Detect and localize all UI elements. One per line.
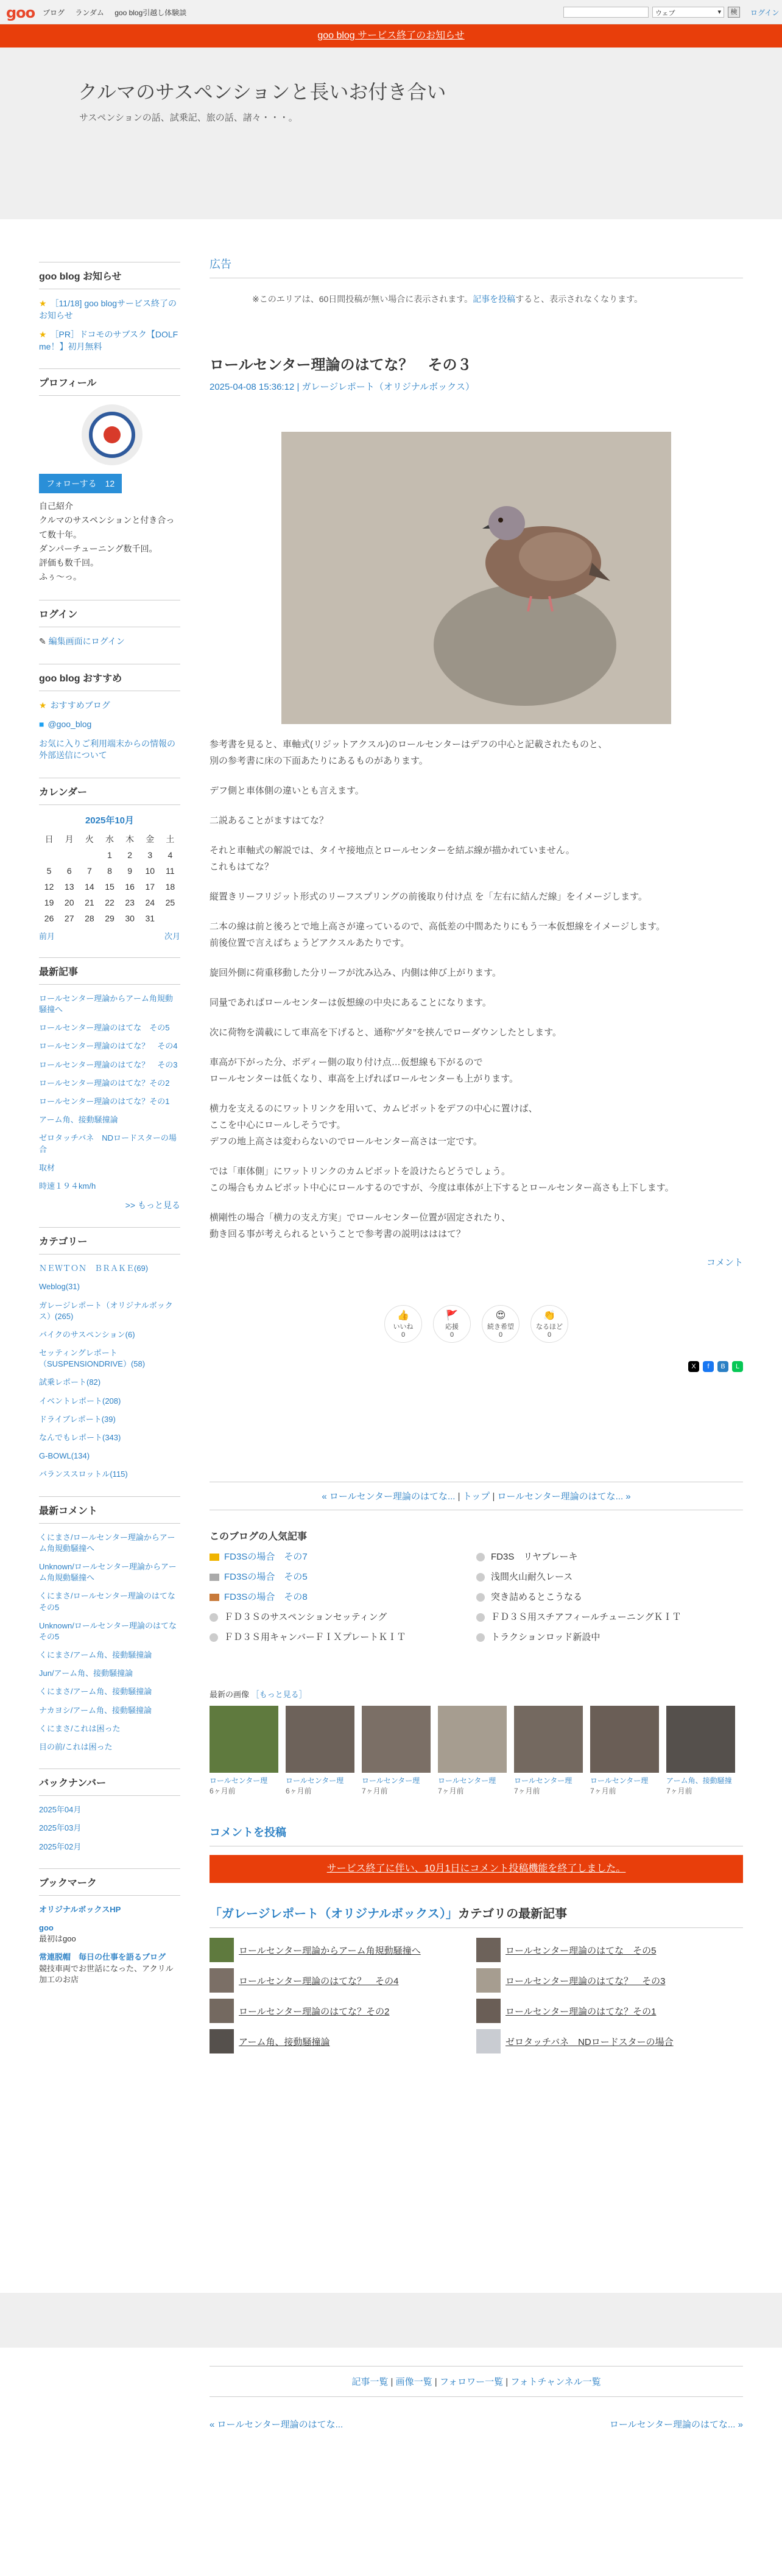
- self-intro-label: 自己紹介: [39, 501, 73, 512]
- category-recent-suffix: カテゴリの最新記事: [457, 1907, 568, 1921]
- category-thumb: [210, 1938, 234, 1962]
- post-date: 2025-04-08 15:36:12: [210, 382, 295, 392]
- category-recent-heading: [210, 1904, 743, 1928]
- service-end-banner: [0, 24, 782, 48]
- blog-description: サスペンションの話、試乗記、旅の話、諸々・・・。: [79, 113, 298, 123]
- cal-head: 日: [44, 834, 54, 844]
- cal-day: 1: [107, 850, 112, 860]
- reaction-label: 応援: [445, 1323, 459, 1331]
- self-intro-line: 評価も数千回。: [39, 557, 99, 568]
- recent-images-heading: [210, 1688, 743, 1700]
- thumb-age: 7ヶ月前: [514, 1787, 540, 1795]
- cal-day: 30: [125, 913, 135, 923]
- clap-icon: 👏: [543, 1311, 555, 1321]
- post-paragraph: 横剛性の場合「横力の支え方実」でロールセンター位置が固定されたり、 動き回る事が考えられるということで参考書の説明はははて？: [210, 1212, 511, 1239]
- news-item[interactable]: [39, 329, 180, 353]
- rank-icon: [210, 1613, 218, 1622]
- category-recent-link[interactable]: ロールセンター理論のはてな？ その3: [505, 1976, 666, 1987]
- ad-heading: 広告: [210, 256, 743, 278]
- post-paragraph: 次に荷物を満載にして車高を下げると、通称“ゲタ”を挟んでローダウンしたとします。: [210, 1027, 562, 1038]
- category-link[interactable]: G-BOWL(134): [39, 1451, 90, 1461]
- recent-post-link[interactable]: 時速１９４km/h: [39, 1181, 96, 1191]
- category-link[interactable]: Weblog(31): [39, 1282, 80, 1292]
- thumb-age: 6ヶ月前: [210, 1787, 236, 1795]
- cal-day: 12: [44, 881, 54, 892]
- cal-day: [160, 910, 180, 926]
- recent-post-link[interactable]: ロールセンター理論のはてな？その1: [39, 1097, 170, 1107]
- comment-link[interactable]: ナカヨシ/アーム角、接動騒撞論: [39, 1705, 152, 1715]
- calendar-month: 2025年10月: [85, 815, 135, 826]
- blog-header: [0, 48, 782, 219]
- thumb-caption[interactable]: ロールセンター理: [590, 1776, 649, 1785]
- category-link[interactable]: ドライブレポート(39): [39, 1414, 116, 1424]
- thumb-age: 7ヶ月前: [438, 1787, 464, 1795]
- category-thumb: [210, 1999, 234, 2023]
- thumb-caption[interactable]: ロールセンター理: [438, 1776, 496, 1785]
- post-article-link[interactable]: 記事を投稿: [473, 294, 516, 304]
- star-icon: ★: [39, 298, 47, 308]
- bookmark-link[interactable]: オリジナルボックスHP: [39, 1904, 121, 1914]
- prev-post-link[interactable]: « ロールセンター理論のはてな...: [322, 1491, 456, 1502]
- flag-icon: 🚩: [446, 1311, 458, 1321]
- post-paragraph: 二本の線は前と後ろとで地上高さが違っているので、高低差の中間あたりにもう一本仮想線をイメージします。 前後位置で言えばちょうどアクスルあたりです。: [210, 921, 666, 948]
- crown-bronze-icon: [210, 1594, 219, 1601]
- reaction-label: いいね: [393, 1323, 414, 1331]
- post-paragraph: それと車軸式の解説では、タイヤ接地点とロールセンターを結ぶ線が描かれていません。 これもはてな？: [210, 845, 575, 872]
- popular-link[interactable]: ＦＤ３Ｓ用キャンバーＦＩＸプレートＫＩＴ: [224, 1632, 406, 1642]
- recent-post-link[interactable]: ゼロタッチバネ NDロードスターの場合: [39, 1133, 177, 1154]
- reaction-label: 続き希望: [487, 1323, 514, 1331]
- category-recent-link[interactable]: ロールセンター理論のはてな？ その4: [239, 1976, 399, 1987]
- follow-count: 12: [105, 479, 115, 489]
- news-heading: goo blog お知らせ: [39, 262, 180, 289]
- comment-link[interactable]: Unknown/ロールセンター理論からアーム角規動騒撞へ: [39, 1561, 177, 1583]
- popular-link[interactable]: 突き詰めるとこうなる: [491, 1592, 583, 1602]
- main-content: [210, 256, 743, 2053]
- popular-link[interactable]: トラクションロッド新設中: [491, 1632, 601, 1642]
- category-link[interactable]: バイクのサスペンション(6): [39, 1329, 135, 1339]
- post-paragraph: 旋回外側に荷重移動した分リーフが沈み込み、内側は伸び上がります。: [210, 968, 501, 978]
- cal-day: 28: [85, 913, 94, 923]
- cal-day: 3: [147, 850, 153, 860]
- cal-day: 22: [105, 897, 114, 907]
- cal-day: 9: [127, 865, 133, 876]
- recommend-heading: goo blog おすすめ: [39, 664, 180, 691]
- cal-day: 13: [64, 881, 74, 892]
- cal-day: 16: [125, 881, 135, 892]
- comment-link[interactable]: 目の前/これは困った: [39, 1742, 113, 1752]
- category-recent-link[interactable]: ゼロタッチバネ NDロードスターの場合: [505, 2036, 674, 2047]
- recent-post-link[interactable]: ロールセンター理論のはてな その5: [39, 1023, 170, 1033]
- rank-icon: [476, 1633, 485, 1642]
- rank-icon: [476, 1593, 485, 1602]
- recent-posts-heading: 最新記事: [39, 957, 180, 985]
- ad-note: [252, 293, 743, 305]
- bookmark-link[interactable]: goo: [39, 1923, 54, 1932]
- cal-head: 月: [65, 834, 74, 844]
- calendar-section: [39, 778, 180, 941]
- category-thumb: [476, 2029, 501, 2053]
- news-item[interactable]: [39, 298, 180, 322]
- category-link[interactable]: ガレージレポート（オリジナルボックス）(265): [39, 1300, 173, 1321]
- calendar-heading: カレンダー: [39, 778, 180, 805]
- cal-day: 29: [105, 913, 114, 923]
- facebook-share-icon[interactable]: f: [703, 1361, 714, 1372]
- recent-post-link[interactable]: ロールセンター理論のはてな？ その3: [39, 1060, 178, 1069]
- reaction-count: 0: [547, 1331, 552, 1339]
- hatena-share-icon[interactable]: B: [717, 1361, 728, 1372]
- follower-list-link[interactable]: フォロワー一覧: [439, 2377, 504, 2387]
- popular-link[interactable]: 浅間火山耐久レース: [491, 1572, 573, 1582]
- cal-head: 土: [166, 834, 175, 844]
- thumb-item[interactable]: [590, 1706, 659, 1796]
- category-recent-link[interactable]: ロールセンター理論からアーム角規動騒撞へ: [239, 1945, 421, 1956]
- rank-icon: [210, 1633, 218, 1642]
- reaction-more[interactable]: [482, 1305, 520, 1343]
- image-list-link[interactable]: 画像一覧: [395, 2377, 432, 2387]
- ad-note-text: すると、表示されなくなります。: [515, 294, 643, 304]
- cal-day: 17: [145, 881, 155, 892]
- top-nav: [43, 7, 195, 18]
- search-scope-select[interactable]: [652, 7, 724, 18]
- comment-link[interactable]: くにまさ/ロールセンター理論からアーム角規動騒撞へ: [39, 1532, 175, 1553]
- post-photo-dove[interactable]: [281, 432, 671, 724]
- backnumber-heading: バックナンバー: [39, 1768, 180, 1796]
- top-nav-random[interactable]: ランダム: [75, 9, 104, 17]
- thumb-age: 7ヶ月前: [362, 1787, 388, 1795]
- search-button[interactable]: 検: [728, 7, 740, 18]
- popular-link[interactable]: FD3Sの場合 その5: [224, 1572, 308, 1582]
- category-link[interactable]: イベントレポート(208): [39, 1396, 121, 1406]
- reactions: [210, 1305, 743, 1343]
- rank-icon: [476, 1613, 485, 1622]
- category-thumb: [476, 1938, 501, 1962]
- rank-icon: [476, 1553, 485, 1561]
- heart-eyes-icon: 😍: [495, 1311, 506, 1321]
- crown-gold-icon: [210, 1554, 219, 1561]
- thumb-age: 7ヶ月前: [590, 1787, 616, 1795]
- login-heading: ログイン: [39, 600, 180, 627]
- thumb-caption[interactable]: ロールセンター理: [362, 1776, 420, 1785]
- recent-post-link[interactable]: アーム角、接動騒撞論: [39, 1115, 118, 1125]
- cal-day: 11: [166, 865, 175, 876]
- news-link[interactable]: ［PR］ドコモのサブスク【DOLF me！】初月無料: [39, 329, 178, 351]
- reaction-count: 0: [449, 1331, 454, 1339]
- share-buttons: [210, 1361, 743, 1372]
- cal-day: 21: [85, 897, 94, 907]
- sidebar: [39, 262, 185, 2001]
- thumb-age: 7ヶ月前: [666, 1787, 692, 1795]
- category-recent-list: [210, 1938, 743, 2053]
- backnumber-section: [39, 1768, 180, 1853]
- rank-icon: [476, 1573, 485, 1582]
- calendar-next-link[interactable]: 次月: [164, 931, 180, 941]
- thumb-caption[interactable]: ロールセンター理: [514, 1776, 572, 1785]
- post-paragraph: デフ側と車体側の違いとも言えます。: [210, 786, 364, 796]
- self-intro-line: ダンパーチューニング数千回。: [39, 543, 158, 554]
- profile-section: [39, 368, 180, 584]
- cal-day: 27: [64, 913, 74, 923]
- search-input[interactable]: [563, 7, 649, 18]
- comment-post-heading: コメントを投稿: [210, 1824, 743, 1846]
- bookmark-desc: 競技車両でお世話になった、アクリル加工のお店: [39, 1963, 174, 1984]
- category-section: [39, 1227, 180, 1480]
- cal-head: 火: [85, 834, 94, 844]
- privacy-link[interactable]: お気に入りご利用端末からの情報の外部送信について: [39, 738, 175, 761]
- category-recent-name[interactable]: 「ガレージレポート（オリジナルボックス）」: [210, 1907, 458, 1921]
- category-recent-link[interactable]: ロールセンター理論のはてな？その1: [505, 2006, 657, 2017]
- recommend-section: [39, 664, 180, 762]
- crown-silver-icon: [210, 1574, 219, 1581]
- footer-links: 記事一覧 | 画像一覧 | フォロワー一覧 | フォトチャンネル一覧: [210, 2366, 743, 2397]
- top-link[interactable]: トップ: [462, 1491, 490, 1502]
- cal-day: 25: [165, 897, 175, 907]
- thumb-item[interactable]: [362, 1706, 431, 1796]
- cal-day: 4: [167, 850, 173, 860]
- thumb-age: 6ヶ月前: [286, 1787, 312, 1795]
- category-link[interactable]: バランススロットル(115): [39, 1469, 128, 1479]
- reaction-count: 0: [498, 1331, 503, 1339]
- thumb-item[interactable]: [438, 1706, 507, 1796]
- comment-link[interactable]: くにまさ/これは困った: [39, 1723, 121, 1733]
- category-link[interactable]: なんでもレポート(343): [39, 1433, 121, 1443]
- category-link[interactable]: 試乗レポート(82): [39, 1378, 101, 1387]
- popular-link[interactable]: ＦＤ３Ｓのサスペンションセッティング: [224, 1612, 387, 1622]
- comment-link[interactable]: Jun/アーム角、接動騒撞論: [39, 1669, 133, 1678]
- cal-day: 5: [46, 865, 52, 876]
- popular-link[interactable]: ＦＤ３Ｓ用スチアフィールチューニングＫＩＴ: [491, 1612, 682, 1622]
- avatar[interactable]: [82, 404, 143, 465]
- thumbs-up-icon: 👍: [397, 1311, 409, 1321]
- category-link[interactable]: セッティングレポート（SUSPENSIONDRIVE）(58): [39, 1348, 146, 1369]
- calendar-prev-link[interactable]: 前月: [39, 931, 55, 941]
- thumb-item[interactable]: [514, 1706, 583, 1796]
- cal-day: 15: [105, 881, 114, 892]
- category-link[interactable]: ＮＥＷＴＯＮ ＢＲＡＫＥ(69): [39, 1264, 149, 1273]
- post-paragraph: 縦置きリーフリジット形式のリーフスプリングの前後取り付け点 を「左右に結んだ線」をイメージします。: [210, 892, 647, 902]
- category-heading: カテゴリー: [39, 1227, 180, 1255]
- photo-channel-link[interactable]: フォトチャンネル一覧: [510, 2377, 601, 2387]
- thumb-item[interactable]: [666, 1706, 735, 1796]
- comment-link[interactable]: Unknown/ロールセンター理論のはてな その5: [39, 1621, 185, 1641]
- recommend-link[interactable]: おすすめブログ: [50, 700, 110, 710]
- recent-images-more-link[interactable]: ［もっと見る］: [251, 1690, 307, 1699]
- cal-day: 24: [145, 897, 155, 907]
- bookmark-section: [39, 1868, 180, 1985]
- cal-head: 木: [125, 834, 135, 844]
- popular-link[interactable]: FD3Sの場合 その8: [224, 1592, 308, 1602]
- twitter-icon: ■: [39, 719, 44, 730]
- follow-button[interactable]: [39, 474, 122, 493]
- top-nav-blog[interactable]: ブログ: [43, 9, 65, 17]
- category-recent-link[interactable]: ロールセンター理論のはてな その5: [505, 1945, 657, 1956]
- goo-logo[interactable]: goo: [6, 4, 35, 21]
- cal-day: 20: [64, 897, 74, 907]
- popular-link[interactable]: FD3Sの場合 その7: [224, 1552, 308, 1562]
- top-bar: [0, 0, 782, 24]
- post-paragraph: 参考書を見ると、車軸式(リジットアクスル)のロールセンターはデフの中心と記載されたものと、 別の参考書に床の下面あたりにあるものがあります。: [210, 739, 608, 766]
- cal-day: [79, 847, 99, 863]
- cal-head: 水: [105, 834, 114, 844]
- category-thumb: [210, 1968, 234, 1993]
- comment-link[interactable]: くにまさ/アーム角、接動騒撞論: [39, 1687, 152, 1697]
- bookmark-link[interactable]: 常連脱帽 毎日の仕事を語るブログ: [39, 1952, 166, 1962]
- backnumber-link[interactable]: 2025年02月: [39, 1842, 82, 1851]
- thumb-caption[interactable]: ロールセンター理: [210, 1776, 268, 1785]
- reaction-indeed[interactable]: [530, 1305, 568, 1343]
- self-intro: [39, 499, 180, 584]
- next-post-link[interactable]: ロールセンター理論のはてな... »: [497, 1491, 631, 1502]
- cal-day: 23: [125, 897, 135, 907]
- comment-closed-notice[interactable]: サービス終了に伴い、10月1日にコメント投稿機能を終了しました。: [210, 1855, 743, 1883]
- line-share-icon[interactable]: L: [732, 1361, 743, 1372]
- edit-login-link[interactable]: 編集画面にログイン: [48, 636, 125, 646]
- comment-link[interactable]: くにまさ/アーム角、接動騒撞論: [39, 1650, 152, 1660]
- cal-day: [39, 847, 59, 863]
- category-recent-link[interactable]: ロールセンター理論のはてな？その2: [239, 2006, 390, 2017]
- recent-post-link[interactable]: ロールセンター理論からアーム角規動騒撞へ: [39, 993, 173, 1015]
- bookmark-desc: 最初はgoo: [39, 1934, 76, 1944]
- top-login-link[interactable]: ログイン: [750, 9, 780, 17]
- post-paragraph: 車高が下がった分、ボディー側の取り付け点…仮想線も下がるので ロールセンターは低くなり、車高を上げればロールセンターも上がります。: [210, 1057, 519, 1084]
- category-recent-link[interactable]: アーム角、接動騒撞論: [239, 2036, 330, 2047]
- follow-label: フォローする: [46, 479, 97, 489]
- recent-post-link[interactable]: ロールセンター理論のはてな？その2: [39, 1078, 170, 1088]
- footer-prev-link[interactable]: « ロールセンター理論のはてな...: [210, 2419, 343, 2430]
- recent-post-link[interactable]: 取材: [39, 1163, 55, 1172]
- comments-section: [39, 1496, 185, 1753]
- article-list-link[interactable]: 記事一覧: [351, 2377, 389, 2387]
- cal-day: 10: [145, 865, 155, 876]
- thumb-caption[interactable]: ロールセンター理: [286, 1776, 344, 1785]
- post-title[interactable]: ロールセンター理論のはてな？ その３: [210, 357, 472, 373]
- cal-day: 31: [145, 913, 155, 923]
- reaction-like[interactable]: [384, 1305, 422, 1343]
- news-section: [39, 262, 180, 353]
- star-icon: ★: [39, 700, 47, 710]
- footer-band: [0, 2293, 782, 2348]
- cal-head: 金: [146, 834, 155, 844]
- chevron-down-icon: ▾: [717, 9, 721, 16]
- cal-day: [59, 847, 79, 863]
- comments-heading: 最新コメント: [39, 1496, 180, 1524]
- category-thumb: [210, 2029, 234, 2053]
- post-navigation: « ロールセンター理論のはてな... | トップ | ロールセンター理論のはてな... »: [210, 1482, 743, 1510]
- post-meta: 2025-04-08 15:36:12 | ガレージレポート（オリジナルボックス）: [210, 382, 474, 392]
- cal-day: 6: [66, 865, 72, 876]
- reaction-label: なるほど: [536, 1323, 563, 1331]
- cal-day: 19: [44, 897, 54, 907]
- recent-more-link[interactable]: >> もっと見る: [125, 1200, 180, 1211]
- cal-day: 7: [86, 865, 92, 876]
- news-link[interactable]: ［11/18] goo blogサービス終了のお知らせ: [39, 298, 177, 320]
- login-section: [39, 600, 180, 648]
- blog-title[interactable]: クルマのサスペンションと長いお付き合い: [78, 81, 446, 103]
- cal-day: 18: [165, 881, 175, 892]
- post-paragraph: 同量であればロールセンターは仮想線の中央にあることになります。: [210, 998, 491, 1008]
- backnumber-link[interactable]: 2025年04月: [39, 1805, 82, 1815]
- dove-illustration: [464, 490, 610, 624]
- reaction-count: 0: [401, 1331, 406, 1339]
- recent-post-link[interactable]: ロールセンター理論のはてな？ その4: [39, 1041, 178, 1051]
- popular-list: [210, 1550, 743, 1643]
- post-paragraph: 二説あることがますはてな？: [210, 815, 329, 826]
- cal-day: 2: [127, 850, 133, 860]
- thumb-caption[interactable]: アーム角、接動騒撞: [666, 1776, 732, 1785]
- recent-posts-section: [39, 957, 180, 1211]
- footer-next-link[interactable]: ロールセンター理論のはてな... »: [609, 2419, 743, 2430]
- cal-day: 26: [44, 913, 54, 923]
- cal-day: 8: [107, 865, 112, 876]
- star-icon: ★: [39, 329, 47, 340]
- x-share-icon[interactable]: X: [688, 1361, 699, 1372]
- search-scope-value: ウェブ: [655, 10, 675, 17]
- recent-images: [210, 1706, 743, 1796]
- bookmark-heading: ブックマーク: [39, 1868, 180, 1896]
- self-intro-line: クルマのサスペンションと付き合って数十年。: [39, 515, 175, 540]
- category-thumb: [476, 1999, 501, 2023]
- comment-link[interactable]: コメント: [706, 1258, 743, 1268]
- cal-day: 14: [85, 881, 94, 892]
- calendar-table: [39, 831, 180, 926]
- profile-heading: プロフィール: [39, 368, 180, 396]
- thumb-item[interactable]: [210, 1706, 278, 1796]
- reaction-cheer[interactable]: [433, 1305, 471, 1343]
- backnumber-link[interactable]: 2025年03月: [39, 1823, 82, 1833]
- post-paragraph: では「車体側」にワットリンクのカムピボットを設けたらどうでしょう。 この場合もカムピボット中心にロールするのですが、今度は車体が上下するとロールセンター高さも上下します。: [210, 1166, 674, 1193]
- service-end-link[interactable]: goo blog サービス終了のお知らせ: [317, 30, 465, 41]
- self-intro-line: ふぅ〜っ。: [39, 571, 82, 582]
- footer-nav: [210, 2418, 743, 2430]
- recent-images-title: 最新の画像: [210, 1690, 250, 1699]
- comment-link[interactable]: くにまさ/ロールセンター理論のはてな その5: [39, 1591, 183, 1612]
- popular-heading: このブログの人気記事: [210, 1532, 308, 1542]
- popular-link[interactable]: FD3S リヤブレーキ: [491, 1552, 578, 1562]
- thumb-item[interactable]: [286, 1706, 354, 1796]
- ad-note-text: ※このエリアは、60日間投稿が無い場合に表示されます。: [252, 294, 473, 304]
- post-paragraph: 横力を支えるのにワットリンクを用いて、カムピボットをデフの中心に置けば、 ここを中心にロールしそうです。 デフの地上高さは変わらないのでロールセンター高さは一定です。: [210, 1103, 538, 1147]
- category-thumb: [476, 1968, 501, 1993]
- post-body: [210, 736, 743, 1242]
- pencil-icon: ✎: [39, 636, 49, 646]
- twitter-link[interactable]: @goo_blog: [48, 719, 92, 730]
- top-nav-migration[interactable]: goo blog引越し体験談: [114, 9, 187, 17]
- post-category-link[interactable]: ガレージレポート（オリジナルボックス）: [301, 382, 474, 392]
